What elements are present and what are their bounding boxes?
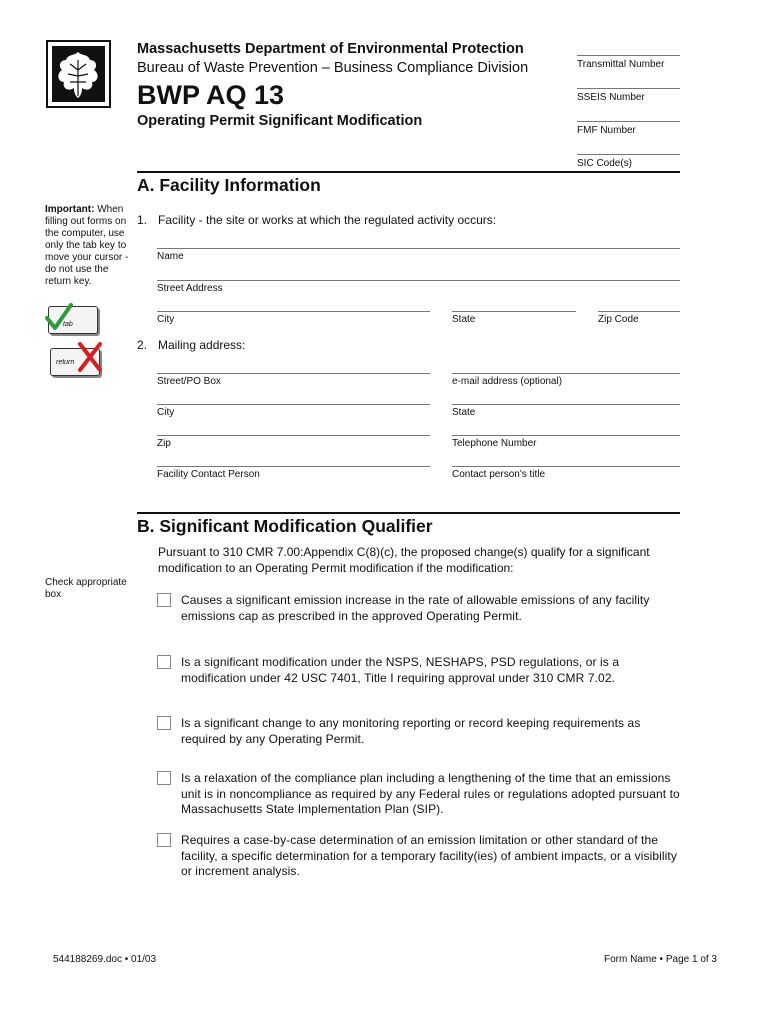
- oak-leaf-icon: [52, 46, 105, 102]
- item-2-text: Mailing address:: [158, 338, 246, 352]
- section-b-intro: Pursuant to 310 CMR 7.00:Appendix C(8)(c), the proposed change(s) qualify for a significant modification to an Operating Permit modification if the modification:: [158, 545, 650, 575]
- bureau-name: Bureau of Waste Prevention – Business Compliance Division: [137, 60, 529, 76]
- red-x-icon: [76, 340, 104, 374]
- green-check-icon: [44, 302, 74, 332]
- email-field[interactable]: e-mail address (optional): [452, 373, 680, 387]
- option-4-checkbox[interactable]: [157, 771, 171, 785]
- option-4-text: Is a relaxation of the compliance plan including a lengthening of the time that an emissions unit is in noncompliance as required by any Federal rules or regulations adopted pursuant to Massachusetts State Implementation Plan (SIP).: [181, 771, 680, 816]
- option-5-checkbox[interactable]: [157, 833, 171, 847]
- option-3-text: Is a significant change to any monitoring reporting or record keeping requirements as required by any Operating Permit.: [181, 716, 641, 746]
- facility-zip-field[interactable]: Zip Code: [598, 311, 680, 325]
- mailing-state-field[interactable]: State: [452, 404, 680, 418]
- form-id: BWP AQ 13: [137, 80, 285, 110]
- option-1-text: Causes a significant emission increase in the rate of allowable emissions of any facility emissions cap as prescribed in the approved Operating Permit.: [181, 593, 650, 623]
- tab-key-label: tab: [63, 321, 73, 328]
- section-a-divider: [137, 171, 680, 173]
- facility-name-field[interactable]: Name: [157, 248, 680, 262]
- sic-codes-field[interactable]: SIC Code(s): [577, 154, 680, 169]
- transmittal-number-field[interactable]: Transmittal Number: [577, 55, 680, 70]
- facility-city-field[interactable]: City: [157, 311, 430, 325]
- important-text: When filling out forms on the computer, use only the tab key to move your cursor - do not use the return key.: [45, 204, 129, 287]
- important-label: Important:: [45, 204, 95, 215]
- fmf-number-field[interactable]: FMF Number: [577, 121, 680, 136]
- footer-page-info: Form Name • Page 1 of 3: [604, 954, 717, 965]
- telephone-field[interactable]: Telephone Number: [452, 435, 680, 449]
- contact-title-field[interactable]: Contact person's title: [452, 466, 680, 480]
- section-b-title: B. Significant Modification Qualifier: [137, 516, 433, 536]
- agency-name: Massachusetts Department of Environmental Protection: [137, 41, 524, 57]
- option-3-checkbox[interactable]: [157, 716, 171, 730]
- mailing-zip-field[interactable]: Zip: [157, 435, 430, 449]
- footer-doc-id: 544188269.doc • 01/03: [53, 954, 157, 965]
- dep-logo: [46, 40, 111, 108]
- mailing-city-field[interactable]: City: [157, 404, 430, 418]
- item-1-number: 1.: [137, 213, 148, 227]
- form-subtitle: Operating Permit Significant Modification: [137, 113, 423, 129]
- facility-state-field[interactable]: State: [452, 311, 576, 325]
- facility-street-field[interactable]: Street Address: [157, 280, 680, 294]
- sseis-number-field[interactable]: SSEIS Number: [577, 88, 680, 103]
- option-2-text: Is a significant modification under the NSPS, NESHAPS, PSD regulations, or is a modification under 42 USC 7401, Title I requiring approval under 310 CMR 7.02.: [181, 655, 620, 685]
- contact-person-field[interactable]: Facility Contact Person: [157, 466, 430, 480]
- item-2-number: 2.: [137, 338, 148, 352]
- option-5-text: Requires a case-by-case determination of an emission limitation or other standard of the facility, a specific determination for a temporary facility(ies) of ambient impacts, or a visibility or increment analysis.: [181, 833, 677, 878]
- option-1-checkbox[interactable]: [157, 593, 171, 607]
- important-note: [45, 204, 130, 288]
- section-b-divider: [137, 512, 680, 514]
- return-key-label: return: [56, 359, 75, 366]
- item-1-text: Facility - the site or works at which the regulated activity occurs:: [158, 213, 497, 227]
- mailing-street-field[interactable]: Street/PO Box: [157, 373, 430, 387]
- check-box-note: Check appropriate box: [45, 577, 127, 600]
- option-2-checkbox[interactable]: [157, 655, 171, 669]
- section-a-title: A. Facility Information: [137, 175, 321, 195]
